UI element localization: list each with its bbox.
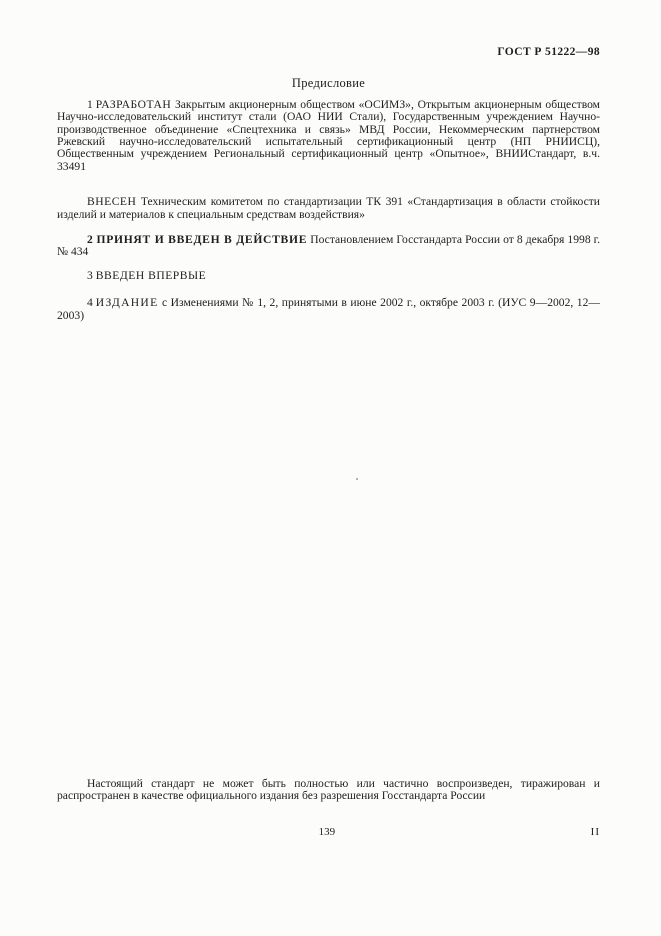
paragraph-vveden-vpervye	[57, 270, 600, 282]
page-title: Предисловие	[291, 76, 366, 91]
paragraph-number: 1	[87, 97, 93, 111]
document-code: ГОСТ Р 51222—98	[497, 46, 600, 58]
paragraph-keyword: ПРИНЯТ И ВВЕДЕН В ДЕЙСТВИЕ	[96, 233, 308, 247]
paragraph-text: Постановлением Госстандарта России от 8 декабря 1998 г. № 434	[57, 233, 601, 259]
paragraph-text: Закрытым акционерным обществом «ОСИМЗ», Открытым акционерным обществом Научно-исследовательский институт стали (ОАО НИИ Стали), Государственным учреждением Научно-производственное объединение «Спецтехника и связь» МВД России, Некоммерческим партнерством Ржевский научно-исследовательский испытательный сертификационный центр (НП РНИИСЦ), Общественным учреждением Региональный сертификационный центр «Опытное», ВНИИСтандарт, в.ч. 33491	[57, 97, 601, 173]
page-number-roman: II	[590, 826, 600, 838]
paragraph-keyword: ИЗДАНИЕ	[95, 296, 159, 310]
paragraph-number: 2	[87, 233, 94, 247]
paragraph-text: с Изменениями № 1, 2, принятыми в июне 2002 г., октябре 2003 г. (ИУС 9—2002, 12—2003)	[57, 296, 600, 322]
paragraph-prinyat	[57, 234, 600, 259]
paragraph-izdanie	[57, 297, 600, 322]
paragraph-text: Техническим комитетом по стандартизации ТК 391 «Стандартизация в области стойкости изделий и материалов к специальным средствам воздействия»	[57, 195, 600, 221]
paragraph-number: 4	[87, 296, 93, 310]
scan-artifact-dot	[356, 478, 358, 480]
paragraph-number: 3	[87, 268, 93, 282]
copyright-note: Настоящий стандарт не может быть полностью или частично воспроизведен, тиражирован и распространен в качестве официального издания без разрешения Госстандарта России	[57, 777, 600, 803]
paragraph-keyword: ВВЕДЕН ВПЕРВЫЕ	[95, 268, 207, 282]
page-number-center: 139	[318, 826, 336, 838]
paragraph-keyword: ВНЕСЕН	[87, 195, 137, 209]
page-footer	[57, 826, 600, 840]
paragraph-keyword: РАЗРАБОТАН	[95, 97, 172, 111]
paragraph-razrabotan	[57, 99, 600, 173]
paragraph-vnesen	[57, 196, 600, 221]
